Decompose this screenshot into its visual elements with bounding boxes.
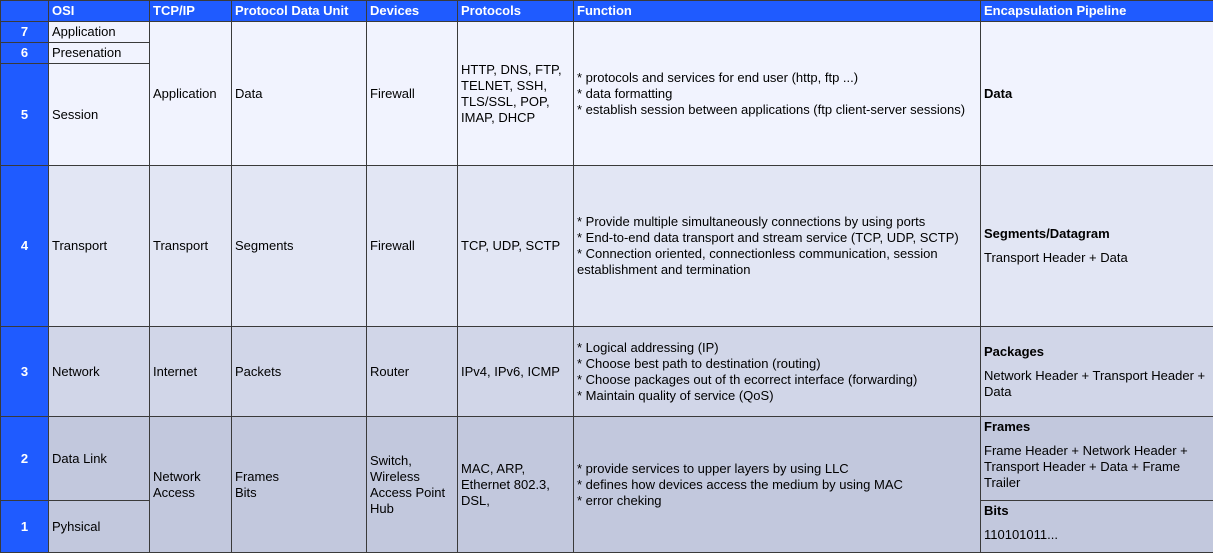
function-line: * Choose packages out of th ecorrect interface (forwarding) xyxy=(577,371,918,387)
header-protocols: Protocols xyxy=(458,1,574,22)
tcpip-line: Network xyxy=(153,468,201,484)
function-line: * Logical addressing (IP) xyxy=(577,339,719,355)
encapsulation-cell xyxy=(981,327,1213,417)
protocols-line: MAC, ARP, xyxy=(461,460,526,476)
encapsulation-cell xyxy=(981,501,1213,553)
table-row-layer-4 xyxy=(1,166,1213,327)
header-function: Function xyxy=(574,1,981,22)
layer-number: 5 xyxy=(1,64,49,166)
encapsulation-cell xyxy=(981,417,1213,501)
layer-number: 1 xyxy=(1,501,49,553)
layer-number: 7 xyxy=(1,22,49,43)
function-line: * Maintain quality of service (QoS) xyxy=(577,387,774,403)
protocols-cell: TCP, UDP, SCTP xyxy=(458,166,574,327)
function-line: * establish session between applications (ftp client-server sessions) xyxy=(577,101,966,117)
devices-line: Wireless xyxy=(370,468,420,484)
encapsulation-detail: 110101011... xyxy=(984,527,1058,542)
devices-cell: Firewall xyxy=(367,166,458,327)
tcpip-layer: Application xyxy=(150,22,232,166)
encapsulation-detail: Transport Header + Data xyxy=(984,250,1128,265)
function-line: * provide services to upper layers by using LLC xyxy=(577,460,849,476)
pdu-line: Bits xyxy=(235,484,257,500)
devices-line: Hub xyxy=(370,500,394,516)
function-cell xyxy=(574,417,981,553)
encapsulation-detail: Frame Header + Network Header + xyxy=(984,443,1188,458)
devices-cell: Router xyxy=(367,327,458,417)
encapsulation-detail: Trailer xyxy=(984,475,1021,490)
encapsulation-title: Frames xyxy=(984,419,1031,434)
protocols-line: TELNET, SSH, xyxy=(461,77,547,93)
layer-number: 4 xyxy=(1,166,49,327)
function-line: establishment and termination xyxy=(577,262,751,277)
function-line: * Choose best path to destination (routing) xyxy=(577,355,821,371)
tcpip-layer: Internet xyxy=(150,327,232,417)
protocols-line: IMAP, DHCP xyxy=(461,109,536,125)
devices-line: Switch, xyxy=(370,452,412,468)
encapsulation-cell xyxy=(981,166,1213,327)
protocols-cell: IPv4, IPv6, ICMP xyxy=(458,327,574,417)
protocols-line: TLS/SSL, POP, xyxy=(461,93,550,109)
pdu-cell xyxy=(232,417,367,553)
function-line: * Provide multiple simultaneously connections by using ports xyxy=(577,214,926,229)
function-line: * protocols and services for end user (http, ftp ...) xyxy=(577,69,859,85)
pdu-cell: Data xyxy=(232,22,367,166)
header-devices: Devices xyxy=(367,1,458,22)
protocols-line: HTTP, DNS, FTP, xyxy=(461,61,562,77)
osi-layer-name: Transport xyxy=(49,166,150,327)
protocols-cell xyxy=(458,22,574,166)
table-row-layer-2 xyxy=(1,417,1213,501)
encapsulation-title: Bits xyxy=(984,503,1009,518)
header-tcpip: TCP/IP xyxy=(150,1,232,22)
function-cell xyxy=(574,166,981,327)
layer-number: 6 xyxy=(1,43,49,64)
function-cell xyxy=(574,22,981,166)
osi-layer-name: Session xyxy=(49,64,150,166)
function-line: * Connection oriented, connectionless communication, session xyxy=(577,246,938,261)
layer-number: 3 xyxy=(1,327,49,417)
pdu-cell: Packets xyxy=(232,327,367,417)
pdu-cell: Segments xyxy=(232,166,367,327)
encapsulation-title: Data xyxy=(984,85,1013,101)
osi-layer-name: Application xyxy=(49,22,150,43)
devices-cell xyxy=(367,417,458,553)
osi-layer-name: Presenation xyxy=(49,43,150,64)
header-pdu: Protocol Data Unit xyxy=(232,1,367,22)
function-cell xyxy=(574,327,981,417)
header-osi: OSI xyxy=(49,1,150,22)
header-row xyxy=(1,1,1213,22)
function-line: * data formatting xyxy=(577,85,673,101)
osi-layer-name: Pyhsical xyxy=(49,501,150,553)
protocols-line: DSL, xyxy=(461,492,490,508)
encapsulation-cell xyxy=(981,22,1213,166)
osi-layer-name: Data Link xyxy=(49,417,150,501)
tcpip-layer xyxy=(150,417,232,553)
devices-cell: Firewall xyxy=(367,22,458,166)
devices-line: Access Point xyxy=(370,484,446,500)
header-encapsulation: Encapsulation Pipeline xyxy=(981,1,1213,22)
function-line: * defines how devices access the medium by using MAC xyxy=(577,476,903,492)
function-line: * End-to-end data transport and stream service (TCP, UDP, SCTP) xyxy=(577,230,959,245)
tcpip-line: Access xyxy=(153,484,195,500)
function-line: * error cheking xyxy=(577,492,662,508)
encapsulation-detail: Network Header + Transport Header + xyxy=(984,367,1206,383)
protocols-line: Ethernet 802.3, xyxy=(461,476,550,492)
encapsulation-title: Segments/Datagram xyxy=(984,226,1110,241)
pdu-line: Frames xyxy=(235,468,280,484)
encapsulation-detail: Data xyxy=(984,383,1012,399)
tcpip-layer: Transport xyxy=(150,166,232,327)
table-row-layer-7 xyxy=(1,22,1213,43)
encapsulation-title: Packages xyxy=(984,343,1044,359)
table-row-layer-3 xyxy=(1,327,1213,417)
layer-number: 2 xyxy=(1,417,49,501)
encapsulation-detail: Transport Header + Data + Frame xyxy=(984,459,1181,474)
header-number xyxy=(1,1,49,22)
protocols-cell xyxy=(458,417,574,553)
osi-layer-name: Network xyxy=(49,327,150,417)
